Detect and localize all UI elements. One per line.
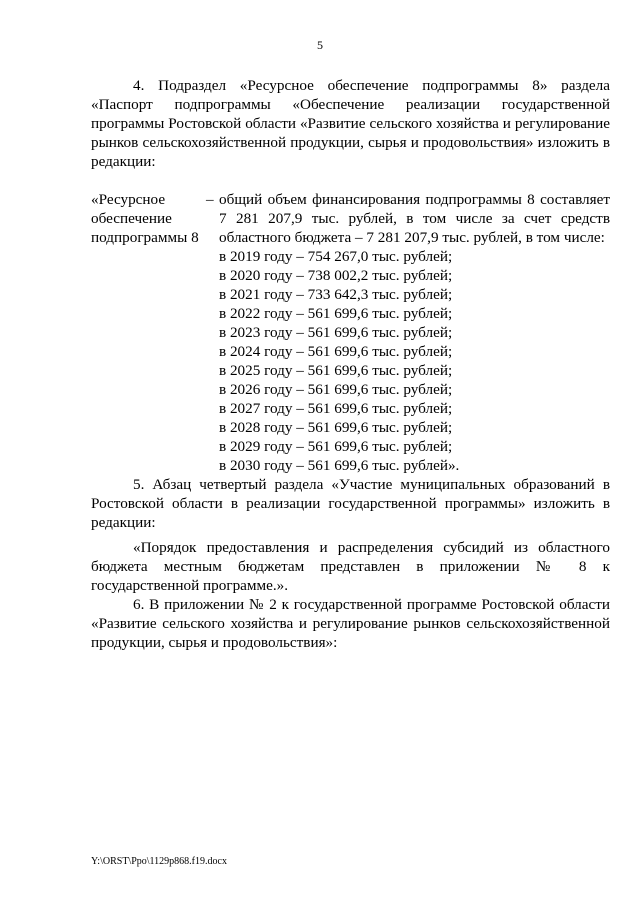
- year-funding-item: в 2028 году – 561 699,6 тыс. рублей;: [219, 419, 453, 436]
- footer-file-path: Y:\ORST\Ppo\1129p868.f19.docx: [91, 856, 227, 867]
- document-body: [91, 76, 610, 652]
- year-funding-item: в 2030 году – 561 699,6 тыс. рублей».: [219, 457, 460, 474]
- year-funding-item: в 2026 году – 561 699,6 тыс. рублей;: [219, 381, 453, 398]
- spacer: [91, 171, 610, 190]
- paragraph-5-quote: «Порядок предоставления и распределения субсидий из областного бюджета местным бюджетам представлен в приложении № 8 к государственной программе.».: [91, 539, 610, 594]
- year-funding-item: в 2022 году – 561 699,6 тыс. рублей;: [219, 305, 453, 322]
- resource-dash: –: [206, 191, 214, 208]
- year-funding-item: в 2025 году – 561 699,6 тыс. рублей;: [219, 362, 453, 379]
- year-funding-item: в 2029 году – 561 699,6 тыс. рублей;: [219, 438, 453, 455]
- year-funding-item: в 2027 году – 561 699,6 тыс. рублей;: [219, 400, 453, 417]
- resource-label: [91, 190, 206, 247]
- resource-label-line: обеспечение: [91, 210, 172, 227]
- resource-summary: общий объем финансирования подпрограммы 8 составляет 7 281 207,9 тыс. рублей, в том числе за счет средств областного бюджета – 7 281 207,9 тыс. рублей, в том числе:: [219, 191, 610, 246]
- paragraph-5: 5. Абзац четвертый раздела «Участие муниципальных образований в Ростовской области в реализации государственной программы» изложить в редакции:: [91, 476, 610, 531]
- year-funding-item: в 2021 году – 733 642,3 тыс. рублей;: [219, 286, 453, 303]
- year-funding-item: в 2023 году – 561 699,6 тыс. рублей;: [219, 324, 453, 341]
- paragraph-4: 4. Подраздел «Ресурсное обеспечение подпрограммы 8» раздела «Паспорт подпрограммы «Обеспечение реализации государственной программы Ростовской области «Развитие сельского хозяйства и регулирование рынков сельскохозяйственной продукции, сырья и продовольствия» изложить в редакции:: [91, 77, 610, 170]
- year-funding-item: в 2020 году – 738 002,2 тыс. рублей;: [219, 267, 453, 284]
- year-funding-item: в 2024 году – 561 699,6 тыс. рублей;: [219, 343, 453, 360]
- year-funding-item: в 2019 году – 754 267,0 тыс. рублей;: [219, 248, 453, 265]
- paragraph-6: 6. В приложении № 2 к государственной программе Ростовской области «Развитие сельского хозяйства и регулирование рынков сельскохозяйственной продукции, сырья и продовольствия»:: [91, 596, 610, 651]
- resource-label-line: подпрограммы 8: [91, 229, 199, 246]
- resource-label-line: «Ресурсное: [91, 191, 166, 208]
- resource-text: [219, 190, 610, 475]
- year-funding-list: [219, 247, 610, 475]
- resource-provision-block: [91, 190, 610, 474]
- page-number: 5: [317, 38, 323, 52]
